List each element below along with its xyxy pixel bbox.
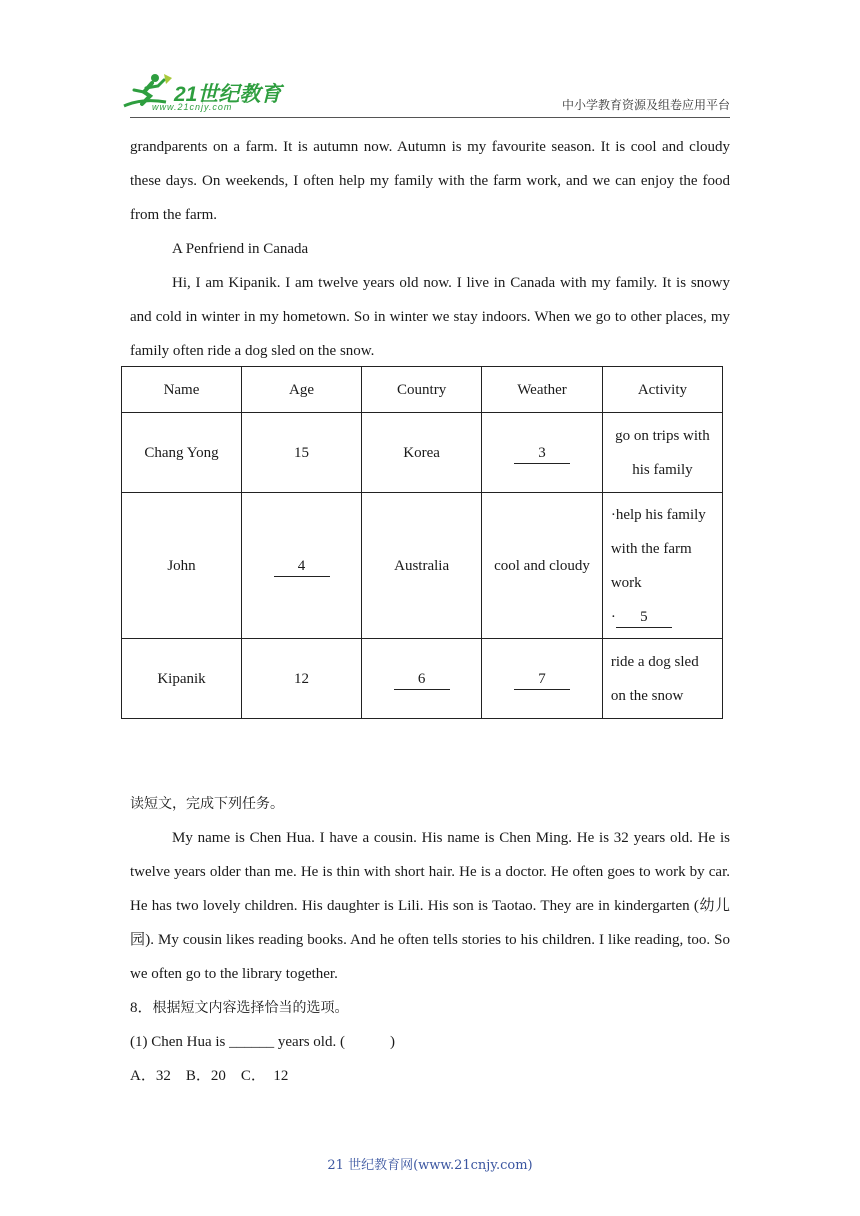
question-number: 8． (130, 1000, 153, 1016)
table-cell-weather: cool and cloudy (482, 493, 603, 639)
table-cell-weather (482, 413, 603, 493)
table-header-cell: Activity (602, 367, 722, 413)
table-cell-activity (602, 639, 722, 719)
table-cell-activity (602, 413, 722, 493)
activity-line: ·help his family (610, 506, 706, 523)
table-header-row (122, 367, 723, 413)
table-row (122, 639, 723, 719)
passage-subtitle: A Penfriend in Canada (172, 241, 309, 257)
info-table (121, 366, 723, 719)
activity-line: with the farm (610, 540, 692, 557)
answer-blank-4[interactable]: 4 (274, 556, 330, 577)
passage-paragraph-2: Hi, I am Kipanik. I am twelve years old now. I live in Canada with my family. It is snowy and cold in winter in my hometown. So in winter we stay indoors. When we go to other places, my family often ride a dog sled on the snow. (130, 275, 730, 359)
passage-top (130, 130, 730, 368)
table-cell-country (362, 639, 482, 719)
table-cell-activity (602, 493, 722, 639)
table-row (122, 493, 723, 639)
table-cell-name: Chang Yong (122, 413, 242, 493)
header-divider (130, 117, 730, 118)
bullet: · (610, 608, 616, 625)
table-cell-name: Kipanik (122, 639, 242, 719)
activity-line: ride a dog sled (610, 653, 699, 670)
answer-blank-3[interactable]: 3 (514, 443, 570, 464)
passage-paragraph-1: grandparents on a farm. It is autumn now. Autumn is my favourite season. It is cool and cloudy these days. On weekends, I often help my family with the farm work, and we can enjoy the food from the farm. (130, 139, 730, 223)
table-cell-age: 15 (241, 413, 361, 493)
table-cell-weather (482, 639, 603, 719)
activity-line: work (610, 574, 642, 591)
site-logo (122, 72, 292, 116)
question-title: 根据短文内容选择恰当的选项。 (152, 1000, 349, 1016)
activity-line: go on trips with (615, 427, 710, 444)
question-1: (1) Chen Hua is ______ years old. ( ) (130, 1034, 395, 1050)
activity-line (611, 600, 716, 634)
table-header-cell: Name (122, 367, 242, 413)
table-cell-country: Australia (362, 493, 482, 639)
question-heading (130, 991, 730, 1025)
activity-line: on the snow (610, 687, 684, 704)
answer-blank-6[interactable]: 6 (394, 669, 450, 690)
section-instruction: 读短文，完成下列任务。 (130, 796, 284, 812)
page-footer: 21 世纪教育网(www.21cnjy.com) (327, 1158, 533, 1173)
table-header-cell: Weather (482, 367, 603, 413)
logo-text: 21世纪教育 (174, 83, 282, 106)
answer-blank-5[interactable]: 5 (616, 607, 672, 628)
question-1-options[interactable]: A．32 B．20 C． 12 (130, 1068, 289, 1084)
header-slogan: 中小学教育资源及组卷应用平台 (561, 98, 730, 112)
table-cell-age (241, 493, 361, 639)
table-cell-country: Korea (362, 413, 482, 493)
section-2 (130, 787, 730, 1093)
table-header-cell: Age (241, 367, 361, 413)
section-passage: My name is Chen Hua. I have a cousin. His name is Chen Ming. He is 32 years old. He is twelve years older than me. He is thin with short hair. He is a doctor. He often goes to work by car. He has two lovely children. His daughter is Lili. His son is Taotao. They are in kindergarten (幼儿园). My cousin likes reading books. And he often tells stories to his children. I like reading, too. So we often go to the library together. (130, 830, 730, 982)
table-row (122, 413, 723, 493)
table-header-cell: Country (362, 367, 482, 413)
table-cell-name: John (122, 493, 242, 639)
table-cell-age: 12 (241, 639, 361, 719)
answer-blank-7[interactable]: 7 (514, 669, 570, 690)
logo-url: www.21cnjy.com (152, 102, 233, 112)
activity-line: his family (632, 461, 693, 478)
